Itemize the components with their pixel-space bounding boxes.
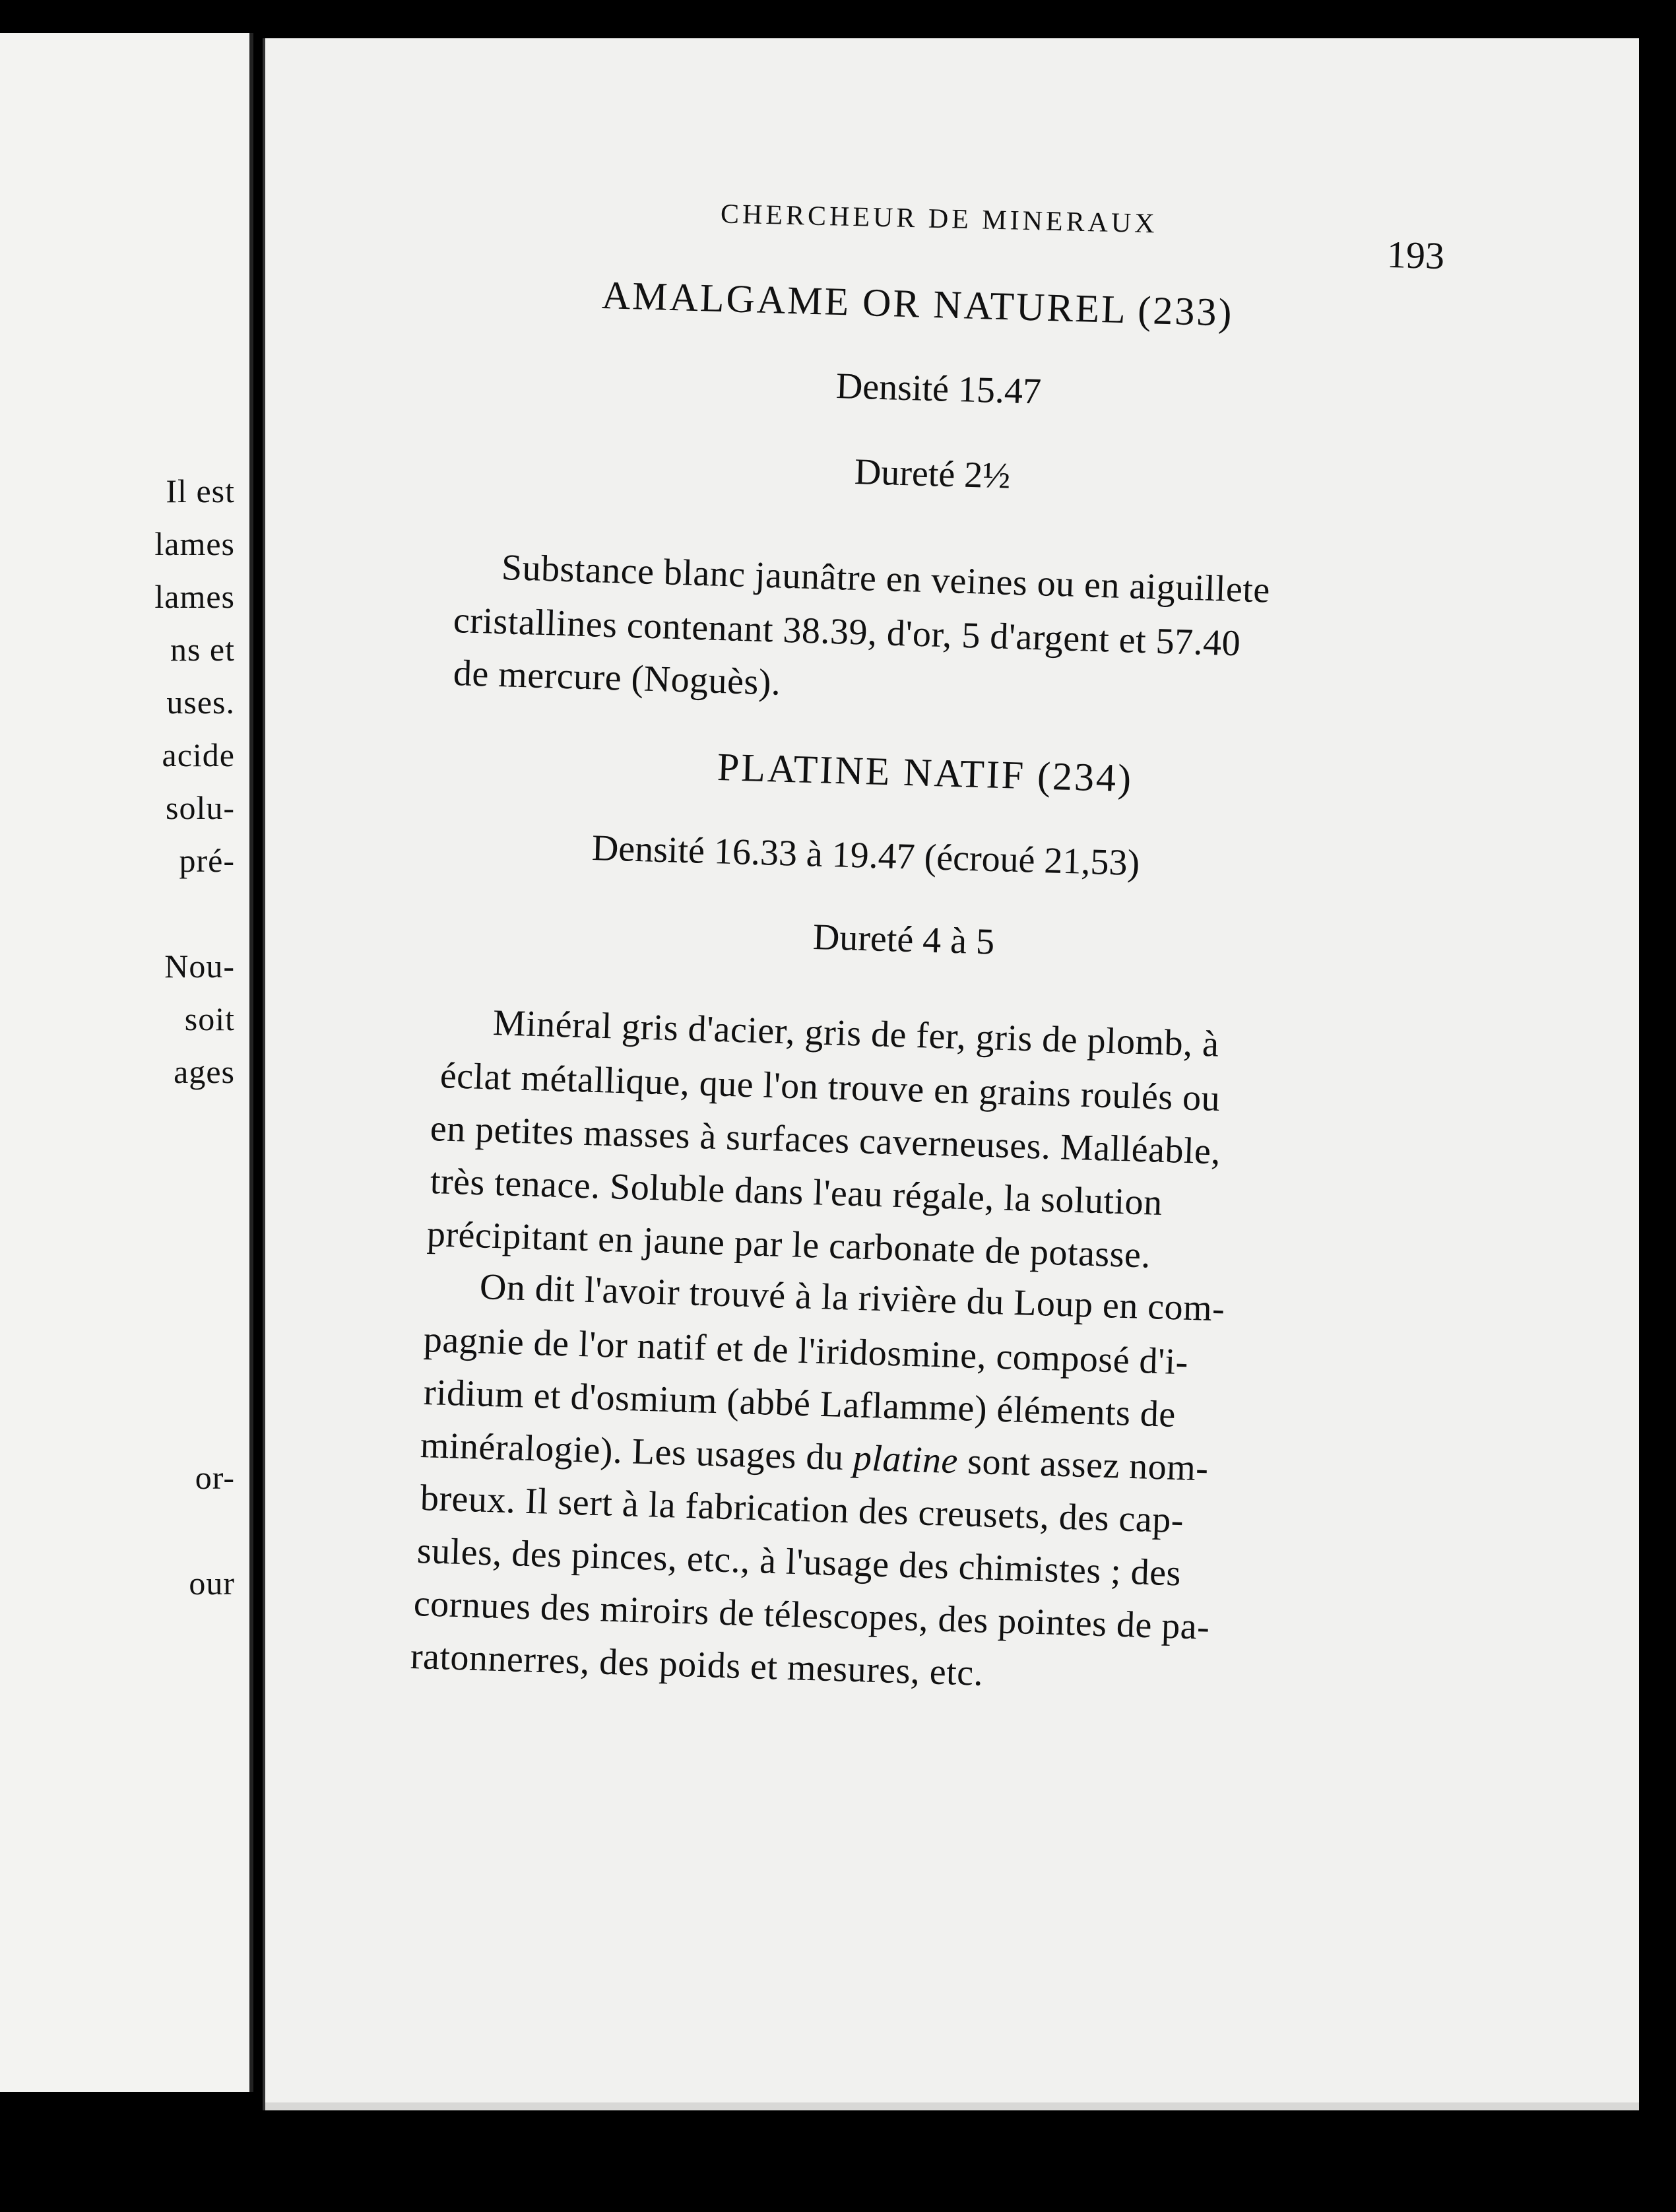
previous-page-fragment bbox=[0, 33, 253, 2092]
body-line: ridium et d'osmium (abbé Laflamme) éléments de bbox=[423, 1372, 1176, 1435]
density-line: Densité 15.47 bbox=[835, 366, 1042, 412]
left-page-line: Il est bbox=[166, 472, 235, 509]
body-line: précipitant en jaune par le carbonate de potasse. bbox=[426, 1214, 1151, 1276]
body-line: cristallines contenant 38.39, d'or, 5 d'argent et 57.40 bbox=[453, 600, 1242, 665]
body-line: très tenace. Soluble dans l'eau régale, la solution bbox=[430, 1161, 1163, 1223]
left-page-line: ns et bbox=[170, 631, 235, 668]
left-page-line: pré- bbox=[179, 842, 235, 879]
density-line: Densité 16.33 à 19.47 (écroué 21,53) bbox=[591, 828, 1140, 884]
body-line: sules, des pinces, etc., à l'usage des chimistes ; des bbox=[416, 1530, 1182, 1594]
body-line: éclat métallique, que l'on trouve en grains roulés ou bbox=[439, 1055, 1221, 1120]
page-edge bbox=[265, 2102, 1639, 2110]
page-number: 193 bbox=[1386, 232, 1445, 278]
section-heading-platine: PLATINE NATIF (234) bbox=[717, 745, 1134, 800]
body-line-text: minéralogie). Les usages du bbox=[420, 1425, 845, 1479]
book-page bbox=[263, 38, 1639, 2110]
left-page-line: soit bbox=[184, 1000, 235, 1037]
left-page-line: our bbox=[189, 1565, 235, 1602]
hardness-line: Dureté 2½ bbox=[854, 451, 1012, 497]
italic-word: platine bbox=[853, 1437, 959, 1482]
left-page-line: solu- bbox=[166, 789, 235, 826]
body-line: ratonnerres, des poids et mesures, etc. bbox=[410, 1636, 984, 1694]
left-page-line: acide bbox=[162, 736, 235, 773]
left-page-line: lames bbox=[154, 525, 235, 562]
running-head: CHERCHEUR DE MINERAUX bbox=[720, 199, 1159, 240]
hardness-line: Dureté 4 à 5 bbox=[812, 917, 995, 963]
body-line: On dit l'avoir trouvé à la rivière du Loup en com- bbox=[479, 1266, 1226, 1330]
left-page-line: ages bbox=[174, 1053, 235, 1090]
body-line: cornues des miroirs de télescopes, des pointes de pa- bbox=[413, 1583, 1211, 1648]
left-page-line: uses. bbox=[166, 684, 235, 721]
left-page-line: or- bbox=[195, 1459, 235, 1496]
left-page-line: lames bbox=[154, 578, 235, 615]
body-line-text: sont assez nom- bbox=[967, 1441, 1209, 1489]
body-line: Minéral gris d'acier, gris de fer, gris de plomb, à bbox=[492, 1002, 1220, 1065]
section-heading-amalgame: AMALGAME OR NATUREL (233) bbox=[601, 273, 1235, 335]
body-line: Substance blanc jaunâtre en veines ou en aiguillete bbox=[501, 547, 1271, 611]
left-page-line: Nou- bbox=[164, 948, 235, 985]
body-line: breux. Il sert à la fabrication des creusets, des cap- bbox=[420, 1478, 1184, 1542]
body-line: de mercure (Noguès). bbox=[453, 653, 782, 703]
body-line: pagnie de l'or natif et de l'iridosmine, composé d'i- bbox=[423, 1319, 1189, 1383]
body-line: en petites masses à surfaces caverneuses. Malléable, bbox=[430, 1108, 1221, 1173]
